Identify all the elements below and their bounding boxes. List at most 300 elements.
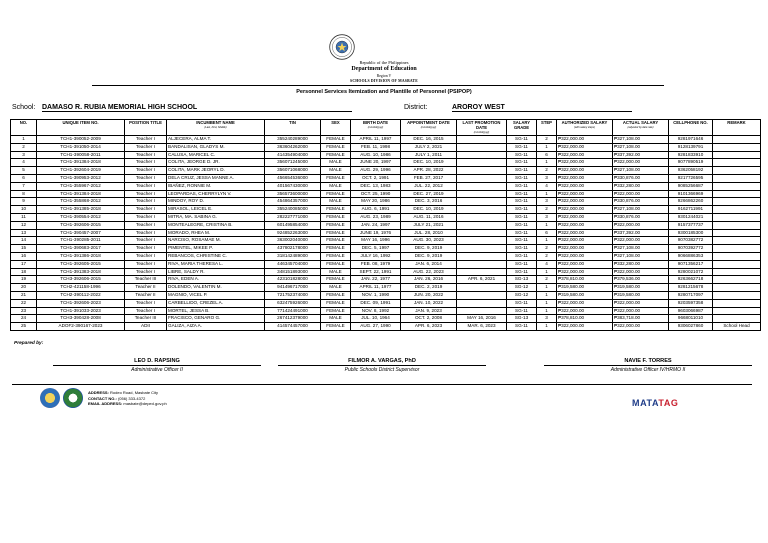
table-cell: JAN. 10, 2022	[401, 299, 457, 307]
table-cell	[457, 299, 507, 307]
table-cell: ₱322,000.00	[557, 323, 613, 331]
column-header	[669, 120, 713, 136]
table-cell: 318142489000	[265, 252, 321, 260]
column-header	[37, 120, 125, 136]
table-cell: ₱337,392.00	[613, 229, 669, 237]
table-cell	[457, 151, 507, 159]
table-cell: SG-12	[507, 291, 537, 299]
table-cell: JUL. 10, 1964	[351, 315, 401, 323]
table-cell: ₱322,000.00	[557, 245, 613, 253]
table-cell: School Head	[713, 323, 761, 331]
table-cell	[457, 206, 507, 214]
district-name: AROROY WEST	[452, 104, 632, 112]
table-cell	[713, 182, 761, 190]
table-cell: JAN. 24, 1997	[351, 221, 401, 229]
table-cell: MITRA, MA. SABINA G.	[167, 213, 265, 221]
table-cell: 9070392772	[669, 245, 713, 253]
address-label: ADDRESS:	[88, 390, 109, 395]
table-cell: COLITA, JEORGE D. JR.	[167, 159, 265, 167]
table-cell: 18	[11, 268, 37, 276]
table-cell: 17	[11, 260, 37, 268]
table-cell: AUG. 22, 2023	[401, 268, 457, 276]
table-cell: 20	[11, 284, 37, 292]
table-cell: MIRASOL, LEICEL E.	[167, 206, 265, 214]
table-cell: 363604262000	[265, 143, 321, 151]
signatory-name: NAVIE F. TORRES	[624, 358, 672, 364]
column-header-label: AUTHORIZED SALARY	[561, 120, 608, 125]
table-cell: MORTEL, JESSA B.	[167, 307, 265, 315]
plantilla-table	[10, 119, 761, 331]
table-cell: 10	[11, 206, 37, 214]
table-cell: Teacher I	[125, 229, 167, 237]
table-cell: 7	[11, 182, 37, 190]
table-cell: ADOF2-390167-2023	[37, 323, 125, 331]
table-cell: 454864357000	[265, 198, 321, 206]
column-header-label: SALARY GRADE	[512, 120, 531, 130]
column-header-sub: (Last, First, Middle)	[204, 126, 227, 129]
table-cell: ₱327,108.00	[613, 252, 669, 260]
table-cell	[457, 136, 507, 144]
table-cell: DEC. 27, 2019	[401, 190, 457, 198]
table-cell	[713, 315, 761, 323]
table-cell: 9280021072	[669, 268, 713, 276]
table-cell: SG-11	[507, 136, 537, 144]
table-cell: Teacher III	[125, 315, 167, 323]
table-cell: ₱327,108.00	[613, 143, 669, 151]
table-cell: 9077890519	[669, 159, 713, 167]
table-cell	[457, 268, 507, 276]
table-cell: Teacher I	[125, 206, 167, 214]
table-cell: TCH1-390953-2012	[37, 174, 125, 182]
table-cell: FEMALE	[321, 245, 351, 253]
table-cell: TCH1-390052-2009	[37, 136, 125, 144]
column-header-sub: (with salary steps)	[574, 126, 595, 129]
table-cell: ₱319,580.00	[557, 284, 613, 292]
table-cell: 9281215678	[669, 284, 713, 292]
table-cell: Teacher I	[125, 268, 167, 276]
table-cell: JAN. 22, 1977	[351, 276, 401, 284]
table-cell: AUG. 29, 1996	[351, 167, 401, 175]
table-cell	[457, 182, 507, 190]
column-header-label: APPOINTMENT DATE	[407, 120, 450, 125]
table-cell	[713, 167, 761, 175]
table-cell: DEC. 10, 2019	[401, 159, 457, 167]
table-cell: CARBELLIDO, CREZEL A.	[167, 299, 265, 307]
table-cell: FEMALE	[321, 307, 351, 315]
signature-line	[278, 365, 486, 366]
table-cell: ₱332,280.00	[613, 260, 669, 268]
table-row	[11, 307, 761, 315]
table-cell	[713, 174, 761, 182]
table-cell: Teacher II	[125, 284, 167, 292]
table-cell: ₱322,000.00	[557, 159, 613, 167]
table-cell: FEMALE	[321, 237, 351, 245]
table-cell: Teacher II	[125, 291, 167, 299]
table-header	[11, 120, 761, 136]
table-cell: ₱330,876.00	[613, 213, 669, 221]
table-cell	[713, 213, 761, 221]
table-cell: ₱322,000.00	[613, 299, 669, 307]
table-cell: JUNE 20, 1997	[351, 159, 401, 167]
column-header	[265, 120, 321, 136]
table-cell: APRIL 11, 1997	[351, 136, 401, 144]
column-header-label: BIRTH DATE	[362, 120, 389, 125]
table-cell: ₱378,810.00	[557, 276, 613, 284]
table-cell: ₱322,000.00	[613, 307, 669, 315]
table-cell: MALE	[321, 315, 351, 323]
contact-block	[88, 390, 167, 407]
table-cell: SG-11	[507, 167, 537, 175]
table-cell: 22	[11, 299, 37, 307]
table-cell: ₱322,000.00	[613, 190, 669, 198]
republic-line: Republic of the Philippines	[359, 60, 409, 65]
table-cell: OCT. 25, 1990	[351, 190, 401, 198]
column-header	[401, 120, 457, 136]
table-row	[11, 229, 761, 237]
table-cell: DEC. 10, 2019	[401, 206, 457, 214]
table-cell: 282227771000	[265, 213, 321, 221]
table-cell: 2	[537, 167, 557, 175]
table-cell: 3	[537, 315, 557, 323]
column-header	[351, 120, 401, 136]
table-cell: TCH1-391383-2018	[37, 268, 125, 276]
table-cell: Teacher I	[125, 213, 167, 221]
table-cell: Teacher I	[125, 252, 167, 260]
table-cell: 9071356217	[669, 260, 713, 268]
footer-divider	[12, 384, 752, 385]
table-cell: TCH3-390428-2008	[37, 315, 125, 323]
table-cell: 2	[537, 136, 557, 144]
table-cell: TCH2-390112-2022	[37, 291, 125, 299]
table-cell: FEMALE	[321, 213, 351, 221]
table-cell: 23	[11, 307, 37, 315]
department-line: Department of Education	[351, 66, 417, 72]
table-cell: ₱319,580.00	[557, 291, 613, 299]
table-row	[11, 143, 761, 151]
table-row	[11, 190, 761, 198]
table-cell: Teacher I	[125, 151, 167, 159]
table-cell: ₱322,000.00	[613, 159, 669, 167]
table-row	[11, 206, 761, 214]
table-cell	[713, 237, 761, 245]
table-cell: 9266862260	[669, 198, 713, 206]
column-header	[613, 120, 669, 136]
table-cell: ₱327,108.00	[613, 245, 669, 253]
table-cell: MALE	[321, 284, 351, 292]
table-cell: ₱322,000.00	[557, 237, 613, 245]
district-row	[404, 104, 744, 114]
table-cell: JULY 21, 2021	[401, 221, 457, 229]
table-cell: FEMALE	[321, 299, 351, 307]
table-cell: JUL. 28, 2010	[401, 229, 457, 237]
email-value: masbate@deped.gov.ph	[123, 401, 167, 406]
table-cell: SG-11	[507, 237, 537, 245]
column-header-label: STEP	[541, 120, 552, 125]
table-cell: 348151893000	[265, 268, 321, 276]
table-cell: 5	[11, 167, 37, 175]
signatory-name: LEO D. RAPSING	[134, 358, 180, 364]
table-cell	[457, 307, 507, 315]
table-cell: 1	[537, 284, 557, 292]
table-row	[11, 182, 761, 190]
table-row	[11, 268, 761, 276]
table-cell: 9300185300	[669, 229, 713, 237]
table-cell: 2	[11, 143, 37, 151]
table-cell: RIVA, EDEN A.	[167, 276, 265, 284]
table-cell: LIBRE, SALDY R.	[167, 268, 265, 276]
table-cell: 356071068000	[265, 167, 321, 175]
table-cell: ₱383,718.00	[613, 315, 669, 323]
table-cell: FEMALE	[321, 136, 351, 144]
table-row	[11, 276, 761, 284]
table-cell	[713, 151, 761, 159]
table-cell: DEC. 9, 2019	[401, 245, 457, 253]
table-row	[11, 213, 761, 221]
table-cell: 1	[537, 159, 557, 167]
signatory-2	[272, 358, 492, 373]
table-row	[11, 284, 761, 292]
table-cell: 4	[537, 260, 557, 268]
table-cell: 1	[537, 307, 557, 315]
table-cell: ₱379,536.00	[613, 276, 669, 284]
table-cell: JULY 16, 1992	[351, 252, 401, 260]
table-cell: FEB. 27, 2017	[401, 174, 457, 182]
table-cell: TCH1-390285-2011	[37, 237, 125, 245]
table-cell: 9128139791	[669, 143, 713, 151]
table-cell: ₱322,000.00	[557, 299, 613, 307]
table-cell: 9362058192	[669, 167, 713, 175]
table-cell: 1	[537, 143, 557, 151]
table-cell: COLITA, MARK JEORYL D.	[167, 167, 265, 175]
table-cell: 267412379000	[265, 315, 321, 323]
table-cell: JULY 2, 2021	[401, 143, 457, 151]
table-cell: 4	[11, 159, 37, 167]
table-cell: 21	[11, 291, 37, 299]
table-cell: MALE	[321, 167, 351, 175]
table-cell: FEMALE	[321, 206, 351, 214]
table-cell: DEC. 09, 1991	[351, 299, 401, 307]
table-cell: Teacher I	[125, 237, 167, 245]
column-header-sub: (adjusted by date rate)	[627, 126, 654, 129]
table-cell: 4	[537, 182, 557, 190]
table-cell: 414574457000	[265, 323, 321, 331]
table-cell: ₱322,000.00	[557, 206, 613, 214]
table-cell	[713, 221, 761, 229]
table-cell: ₱322,000.00	[557, 174, 613, 182]
table-cell: BANDALISAN, GLADYS M.	[167, 143, 265, 151]
table-cell: 456654536000	[265, 174, 321, 182]
column-header-label: LAST PROMOTION DATE	[462, 120, 501, 130]
table-cell: OCT. 2, 2008	[401, 315, 457, 323]
table-cell: DEC. 3, 2016	[401, 198, 457, 206]
table-row	[11, 260, 761, 268]
table-cell: TCH1-391384-2018	[37, 159, 125, 167]
school-name: DAMASO R. RUBIA MEMORIAL HIGH SCHOOL	[42, 104, 352, 112]
header-divider	[92, 85, 664, 86]
table-cell: APR. 6, 2021	[457, 276, 507, 284]
table-cell: JAN. 6, 2014	[401, 260, 457, 268]
table-cell: TCH1-391385-2018	[37, 206, 125, 214]
table-cell	[713, 136, 761, 144]
table-cell: Teacher I	[125, 143, 167, 151]
table-cell: 3	[537, 198, 557, 206]
table-row	[11, 323, 761, 331]
table-cell: 9281833910	[669, 151, 713, 159]
school-label: School:	[12, 104, 36, 111]
table-cell: 12	[11, 221, 37, 229]
table-cell: 771424491000	[265, 307, 321, 315]
table-cell: GALIZA, AIZA A.	[167, 323, 265, 331]
table-cell: ₱337,392.00	[613, 151, 669, 159]
table-cell: 437802178000	[265, 245, 321, 253]
signatory-1	[47, 358, 267, 373]
table-cell: MAY 16, 2016	[457, 315, 507, 323]
table-cell	[713, 245, 761, 253]
table-cell: 14	[11, 237, 37, 245]
table-cell: ₱322,000.00	[613, 268, 669, 276]
table-cell: SG-11	[507, 299, 537, 307]
table-cell	[713, 260, 761, 268]
table-cell: ADII	[125, 323, 167, 331]
table-cell: SG-11	[507, 307, 537, 315]
table-cell: 363002040000	[265, 237, 321, 245]
table-cell: TCH3-392606-2015	[37, 276, 125, 284]
table-row	[11, 315, 761, 323]
table-cell: Teacher I	[125, 136, 167, 144]
table-cell	[713, 252, 761, 260]
table-cell: Teacher I	[125, 167, 167, 175]
table-cell: ₱327,108.00	[613, 206, 669, 214]
table-cell: MALE	[321, 159, 351, 167]
table-cell: APR. 28, 2022	[401, 167, 457, 175]
table-cell: 356573600000	[265, 190, 321, 198]
table-cell: 1	[537, 299, 557, 307]
table-cell: FEB. 11, 1998	[351, 143, 401, 151]
table-cell: TCH1-392606-2023	[37, 299, 125, 307]
table-cell: 11	[11, 213, 37, 221]
table-cell: FEMALE	[321, 252, 351, 260]
column-header	[457, 120, 507, 136]
table-cell: FEMALE	[321, 174, 351, 182]
table-cell: SG-11	[507, 252, 537, 260]
contact-label: CONTACT NO.:	[88, 395, 117, 401]
table-cell: 924852263000	[265, 229, 321, 237]
table-cell: NARCISO, ROSAMAE M.	[167, 237, 265, 245]
table-cell: ₱322,000.00	[557, 252, 613, 260]
signatory-position: Public Schools District Supervisor	[344, 367, 420, 373]
table-cell: 1	[11, 136, 37, 144]
table-cell: DOLENDO, VALENTIN M.	[167, 284, 265, 292]
table-cell: SG-11	[507, 268, 537, 276]
table-row	[11, 252, 761, 260]
column-header-sub: (mm/dd/yyyy)	[420, 126, 437, 129]
table-cell: JULY 1, 2011	[401, 151, 457, 159]
table-cell: MONTEALEGRE, CRISTINA B.	[167, 221, 265, 229]
table-cell: 601495854000	[265, 221, 321, 229]
table-cell: ALJECERA, ALMA T.	[167, 136, 265, 144]
table-cell: 1	[537, 268, 557, 276]
table-cell: ₱322,000.00	[557, 221, 613, 229]
column-header-label: POSITION TITLE	[129, 120, 162, 125]
table-cell: TCH1-390058-2011	[37, 151, 125, 159]
table-cell: FEMALE	[321, 291, 351, 299]
table-cell: 9	[11, 198, 37, 206]
table-cell: 9668011010	[669, 315, 713, 323]
table-cell: SG-11	[507, 206, 537, 214]
table-cell: SG-11	[507, 143, 537, 151]
table-row	[11, 167, 761, 175]
table-cell: TCH1-355868-2012	[37, 198, 125, 206]
table-cell: SG-11	[507, 174, 537, 182]
table-cell: 6	[11, 174, 37, 182]
table-cell: Teacher I	[125, 307, 167, 315]
table-cell: Teacher I	[125, 198, 167, 206]
table-cell: FEMALE	[321, 323, 351, 331]
table-cell: 414354904000	[265, 151, 321, 159]
table-cell: 9066886353	[669, 252, 713, 260]
deped-logo-icon	[40, 388, 60, 408]
table-cell: NOV. 8, 1992	[351, 307, 401, 315]
table-cell	[713, 276, 761, 284]
table-cell: 9301244021	[669, 213, 713, 221]
table-row	[11, 291, 761, 299]
table-cell	[457, 221, 507, 229]
table-cell: DEC. 13, 1983	[351, 182, 401, 190]
table-cell: SG-11	[507, 159, 537, 167]
table-cell	[457, 284, 507, 292]
table-cell: FEMALE	[321, 143, 351, 151]
table-cell: FEMALE	[321, 229, 351, 237]
table-cell: SG-11	[507, 245, 537, 253]
table-cell: FEMALE	[321, 151, 351, 159]
table-cell	[713, 229, 761, 237]
table-cell: JUNE 19, 1976	[351, 229, 401, 237]
table-cell: ₱322,000.00	[557, 190, 613, 198]
table-cell: 9306027860	[669, 323, 713, 331]
table-cell: TCH1-392604-2019	[37, 167, 125, 175]
table-cell: 1	[537, 190, 557, 198]
table-cell: TCH1-390683-2017	[37, 245, 125, 253]
table-cell: OCT. 2, 1991	[351, 174, 401, 182]
table-cell: ₱322,000.00	[557, 268, 613, 276]
table-cell: REBANCOS, CHRISTINE C.	[167, 252, 265, 260]
column-header-label: REMARK	[727, 120, 746, 125]
table-cell: APR. 6, 2023	[401, 323, 457, 331]
table-cell: ₱322,000.00	[557, 143, 613, 151]
table-cell: 355240289000	[265, 136, 321, 144]
table-cell: ₱322,000.00	[557, 213, 613, 221]
table-cell: JUL. 22, 2012	[401, 182, 457, 190]
table-body	[11, 136, 761, 331]
table-cell	[713, 291, 761, 299]
district-label: District:	[404, 104, 428, 111]
table-cell: ₱322,000.00	[613, 237, 669, 245]
table-row	[11, 237, 761, 245]
table-cell	[457, 198, 507, 206]
table-cell: Teacher I	[125, 182, 167, 190]
table-cell: 9085256687	[669, 182, 713, 190]
column-header	[11, 120, 37, 136]
table-cell: 423101828000	[265, 276, 321, 284]
table-cell: DEC. 9, 2019	[401, 252, 457, 260]
table-cell: MORADO, RHEA M.	[167, 229, 265, 237]
table-cell: 9217726595	[669, 174, 713, 182]
table-cell: 9070382772	[669, 237, 713, 245]
table-cell: ₱322,000.00	[557, 151, 613, 159]
table-cell: FEMALE	[321, 221, 351, 229]
table-cell: ₱322,000.00	[557, 260, 613, 268]
table-cell: 446345704000	[265, 260, 321, 268]
